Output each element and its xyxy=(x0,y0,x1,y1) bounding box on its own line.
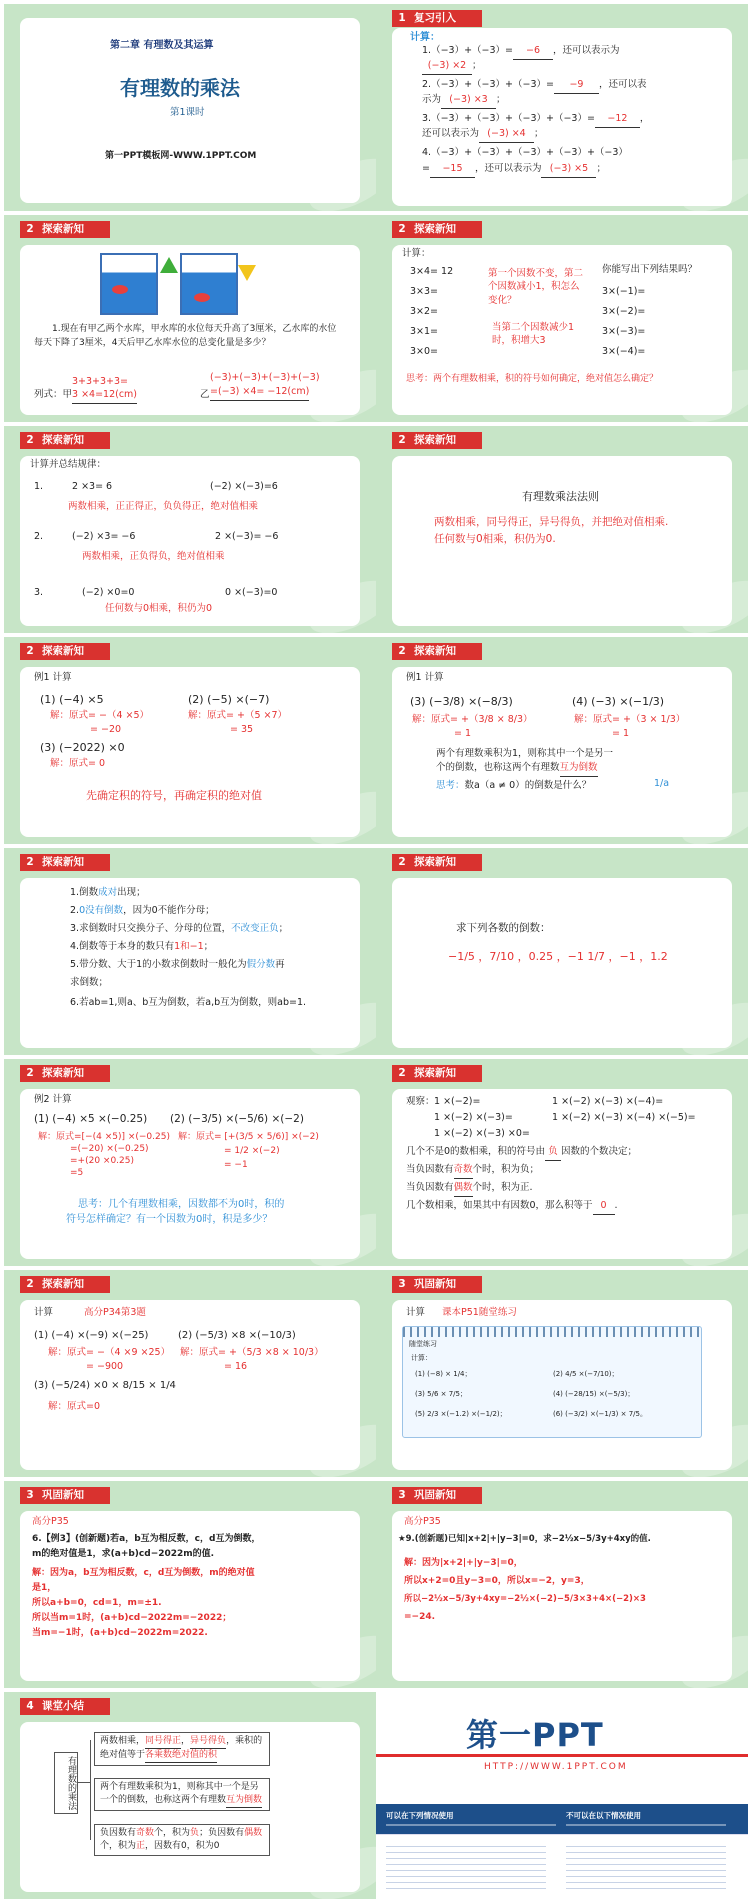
calc-label: 计算： xyxy=(410,32,440,43)
product-line: 1 ×(−2)= xyxy=(434,1096,481,1107)
slide-card xyxy=(392,667,732,837)
row-number: 3. xyxy=(34,587,44,598)
section-tag: 2 探索新知 xyxy=(20,854,110,871)
solution: 当m=−1时，(a+b)cd−2022m=2022. xyxy=(32,1628,208,1638)
definition: 两个有理数乘积为1，则称其中一个是另一 xyxy=(436,748,614,759)
section-tag: 2 探索新知 xyxy=(392,221,482,238)
solution: 所以−2½x−5/3y+4xy=−2½×(−2)−5/3×3+4×(−2)×3 xyxy=(404,1594,646,1604)
reference: 高分P35 xyxy=(32,1516,69,1527)
heading: 例1 计算 xyxy=(34,672,72,683)
rule-line: 几个数相乘，如果其中有因数0，那么积等于 0 . xyxy=(406,1199,618,1215)
link-list xyxy=(386,1841,546,1893)
note-3: 3.求倒数时只交换分子、分母的位置，不改变正负； xyxy=(70,923,289,934)
problem: (2) (−3/5) ×(−5/6) ×(−2) xyxy=(170,1113,304,1125)
solution: 解：原式= +（3/8 × 8/3） xyxy=(412,714,533,725)
rule-line: 几个不是0的数相乘，积的符号由 负 因数的个数决定； xyxy=(406,1145,637,1161)
think-question: 思考：数a（a ≠ 0）的倒数是什么？ xyxy=(436,780,592,791)
think-note: 思考：几个有理数相乘，因数都不为0时，积的 xyxy=(78,1199,285,1210)
question: 6.【例3】(创新题)若a，b互为相反数，c，d互为倒数， xyxy=(32,1534,261,1544)
link-list xyxy=(566,1841,726,1893)
slide-16-exercise-9[interactable] xyxy=(376,1481,748,1688)
slide-6-multiplication-rule[interactable] xyxy=(376,426,748,633)
row-number: 2. xyxy=(34,531,44,542)
slide-7-example-1a[interactable] xyxy=(4,637,376,844)
slide-13-exercise[interactable] xyxy=(4,1270,376,1477)
slide-card xyxy=(20,18,360,203)
rule-note: 两数相乘，正正得正，负负得正，绝对值相乘 xyxy=(68,501,259,512)
slide-18-brand[interactable] xyxy=(376,1692,748,1899)
solution: 所以a+b=0，cd=1，m=±1. xyxy=(32,1598,162,1608)
section-tag: 2 探索新知 xyxy=(392,854,482,871)
equation: (−2) ×3= −6 xyxy=(72,531,136,542)
problem-text: 1.现在有甲乙两个水库，甲水库的水位每天升高了3厘米，乙水库的水位每天下降了3厘米，4天后甲乙水库水位的总变化量是多少？ xyxy=(34,324,337,348)
slide-card xyxy=(20,1511,360,1681)
slide-card xyxy=(20,878,360,1048)
problem: (3) (−2022) ×0 xyxy=(40,741,125,754)
brand-logo: 第一PPT xyxy=(466,1716,604,1754)
lesson-label: 第1课时 xyxy=(170,107,205,118)
solution: =5 xyxy=(70,1168,84,1178)
think-note: 符号怎样确定？有一个因数为0时，积是多少？ xyxy=(66,1214,273,1225)
section-tag: 2 探索新知 xyxy=(392,643,482,660)
slide-3-reservoir[interactable] xyxy=(4,215,376,422)
slide-card xyxy=(392,1089,732,1259)
note-1: 1.倒数成对出现； xyxy=(70,887,146,898)
slide-5-rules[interactable] xyxy=(4,426,376,633)
heading: 例1 计算 xyxy=(406,672,444,683)
slide-17-summary[interactable] xyxy=(4,1692,376,1899)
slide-12-observe[interactable] xyxy=(376,1059,748,1266)
connector-line xyxy=(78,1782,90,1783)
review-line-4: 4.（−3）+（−3）+（−3）+（−3）+（−3） xyxy=(422,147,628,158)
tip: 先确定积的符号，再确定积的绝对值 xyxy=(86,789,262,802)
ask-label: 你能写出下列结果吗？ xyxy=(602,264,698,275)
slide-15-example-3[interactable] xyxy=(4,1481,376,1688)
rule-line: 当负因数有偶数个时，积为正. xyxy=(406,1181,533,1197)
logo-underline xyxy=(376,1754,748,1757)
think-note: 思考：两个有理数相乘，积的符号如何确定，绝对值怎么确定？ xyxy=(406,374,659,384)
practice-item: (2) 4/5 ×(−7/10)； xyxy=(553,1370,619,1378)
heading: 求下列各数的倒数： xyxy=(456,922,551,934)
rule-note: 两数相乘，正负得负，绝对值相乘 xyxy=(82,551,225,562)
calc-label: 计算： xyxy=(402,248,431,259)
practice-item: (4) (−28/15) ×(−5/3)； xyxy=(553,1390,635,1398)
solution: 解：原式= −（4 ×5） xyxy=(50,710,150,721)
section-tag: 2 探索新知 xyxy=(20,643,110,660)
practice-item: (1) (−8) × 1/4； xyxy=(415,1370,472,1378)
slide-card xyxy=(20,1089,360,1259)
section-tag: 2 探索新知 xyxy=(392,432,482,449)
site-label: 第一PPT模板网-WWW.1PPT.COM xyxy=(105,151,257,161)
notebook-title: 随堂练习 xyxy=(409,1340,437,1348)
solution: 解：因为|x+2|+|y−3|=0， xyxy=(404,1558,523,1568)
practice-item: (3) 5/6 × 7/5； xyxy=(415,1390,467,1398)
solution: =+(20 ×0.25) xyxy=(70,1156,134,1166)
question-note: 第一个因数不变，第二个因数减小1，积怎么变化？ xyxy=(488,268,584,306)
summary-box-1: 两数相乘，同号得正，异号得负，乘积的 绝对值等于各乘数绝对值的积 xyxy=(94,1732,270,1766)
section-tag: 2 探索新知 xyxy=(20,1276,110,1293)
solution: = −1 xyxy=(224,1160,248,1170)
notebook-panel xyxy=(402,1326,702,1438)
chapter-heading: 第二章 有理数及其运算 xyxy=(110,40,214,51)
link-list-area xyxy=(376,1834,748,1899)
solution: 解：原式= −（4 ×9 ×25） xyxy=(48,1347,171,1358)
solution: = 1/2 ×(−2) xyxy=(224,1146,280,1156)
observe-label: 观察： xyxy=(406,1096,435,1107)
slide-10-find-reciprocals[interactable] xyxy=(376,848,748,1055)
product-line: 3×4= 12 xyxy=(410,266,454,277)
slide-card xyxy=(392,456,732,626)
heading: 计算并总结规律： xyxy=(30,459,107,470)
number-list: −1/5 ，7/10 ，0.25 ，−1 1/7 ，−1 ，1.2 xyxy=(448,950,668,963)
summary-box-2: 两个有理数乘积为1，则称其中一个是另 一个的倒数，也称这两个有理数互为倒数 xyxy=(94,1778,270,1811)
practice-item: (6) (−3/2) ×(−1/3) × 7/5。 xyxy=(553,1410,647,1418)
solution: = −900 xyxy=(86,1361,124,1372)
product-line: 1 ×(−2) ×(−3) ×0= xyxy=(434,1128,530,1139)
slide-card xyxy=(392,878,732,1048)
arrow-up-icon xyxy=(160,257,178,273)
solution: = 16 xyxy=(224,1361,248,1372)
question: ★9.(创新题)已知|x+2|+|y−3|=0，求−2½x−5/3y+4xy的值. xyxy=(398,1534,651,1544)
definition: 个的倒数，也称这两个有理数互为倒数 xyxy=(436,761,598,777)
slide-card xyxy=(20,245,360,415)
solution: 是1， xyxy=(32,1583,57,1593)
section-tag: 2 探索新知 xyxy=(392,1065,482,1082)
can-use-heading: 可以在下列情况使用 xyxy=(386,1811,454,1820)
product-line: 3×2= xyxy=(410,306,439,317)
slide-11-example-2[interactable] xyxy=(4,1059,376,1266)
product-line: 3×(−4)= xyxy=(602,346,646,357)
row-number: 1. xyxy=(34,481,44,492)
slide-8-example-1b[interactable] xyxy=(376,637,748,844)
slide-card xyxy=(20,667,360,837)
connector-line xyxy=(90,1740,91,1840)
rule-line-1: 两数相乘，同号得正，异号得负，并把绝对值相乘. xyxy=(434,516,669,528)
problem: (2) (−5) ×(−7) xyxy=(188,693,270,706)
solution: 所以x+2=0且y−3=0，所以x=−2，y=3， xyxy=(404,1576,590,1586)
slide-2-review[interactable] xyxy=(376,4,748,211)
solution: = −20 xyxy=(90,724,122,735)
product-line: 3×0= xyxy=(410,346,439,357)
text-placeholder xyxy=(386,1824,556,1826)
slide-14-practice[interactable] xyxy=(376,1270,748,1477)
solution: 解：原式= [+(3/5 × 5/6)] ×(−2) xyxy=(178,1132,319,1142)
jia-expression: 3+3+3+3= xyxy=(72,376,129,387)
product-line: 3×(−2)= xyxy=(602,306,646,317)
product-line: 1 ×(−2) ×(−3) ×(−4) ×(−5)= xyxy=(552,1112,696,1123)
solution: 解：因为a，b互为相反数，c，d互为倒数，m的绝对值 xyxy=(32,1568,255,1578)
problem: (3) (−3/8) ×(−8/3) xyxy=(410,695,513,708)
solution: 解：原式=0 xyxy=(48,1401,101,1412)
note-5b: 求倒数； xyxy=(70,977,109,988)
section-tag: 3 巩固新知 xyxy=(392,1276,482,1293)
problem: (1) (−4) ×5 xyxy=(40,693,104,706)
equation: 2 ×3= 6 xyxy=(72,481,113,492)
note-4: 4.倒数等于本身的数只有1和−1； xyxy=(70,941,214,952)
product-line: 3×(−3)= xyxy=(602,326,646,337)
problem: (1) (−4) ×(−9) ×(−25) xyxy=(34,1330,149,1341)
solution: 解：原式= +（3 × 1/3） xyxy=(574,714,686,725)
arrow-down-icon xyxy=(238,265,256,281)
solution: 解：原式=[−(4 ×5)] ×(−0.25) xyxy=(38,1132,170,1142)
rule-line: 当负因数有奇数个时，积为负； xyxy=(406,1163,539,1179)
section-tag: 4 课堂小结 xyxy=(20,1698,110,1715)
review-line-4b: = −15 ，还可以表示为 (−3) ×5 ； xyxy=(422,162,606,178)
slide-card xyxy=(20,1722,360,1892)
problem: (2) (−5/3) ×8 ×(−10/3) xyxy=(178,1330,296,1341)
answer: 1/a xyxy=(654,778,670,789)
slide-card xyxy=(392,28,732,206)
solution: = 35 xyxy=(230,724,254,735)
note-5: 5.带分数、大于1的小数求倒数时一般化为假分数再 xyxy=(70,959,285,970)
cannot-use-heading: 不可以在以下情况使用 xyxy=(566,1811,641,1820)
reference: 课本P51随堂练习 xyxy=(442,1307,517,1318)
solution: 解：原式= 0 xyxy=(50,758,106,769)
product-line: 3×1= xyxy=(410,326,439,337)
problem: (3) (−5/24) ×0 × 8/15 × 1/4 xyxy=(34,1380,176,1391)
rule-title: 有理数乘法法则 xyxy=(522,490,599,503)
reservoir-yi-illustration xyxy=(180,253,238,315)
solution: 解：原式= +（5 ×7） xyxy=(188,710,288,721)
slide-1-title[interactable] xyxy=(4,4,376,211)
section-tag: 2 探索新知 xyxy=(20,432,110,449)
slide-9-reciprocal-notes[interactable] xyxy=(4,848,376,1055)
rule-note: 任何数与0相乘，积仍为0 xyxy=(105,603,213,614)
section-tag: 2 探索新知 xyxy=(20,1065,110,1082)
yi-result: =(−3) ×4= −12(cm) xyxy=(210,385,309,401)
text-placeholder xyxy=(566,1824,726,1826)
section-tag: 3 巩固新知 xyxy=(392,1487,482,1504)
equation: (−2) ×(−3)=6 xyxy=(210,481,278,492)
section-tag: 3 巩固新知 xyxy=(20,1487,110,1504)
jia-result: 3 ×4=12(cm) xyxy=(72,388,137,404)
slide-title: 有理数的乘法 xyxy=(120,76,240,100)
summary-center-box: 有理数的乘法 xyxy=(54,1752,78,1814)
solution: 所以当m=1时，(a+b)cd−2022m=−2022； xyxy=(32,1613,232,1623)
solution: =−24. xyxy=(404,1612,436,1622)
problem: (4) (−3) ×(−1/3) xyxy=(572,695,665,708)
review-line-3b: 还可以表示为 (−3) ×4 ； xyxy=(422,127,544,143)
calc-label: 计算 xyxy=(34,1307,54,1318)
review-line-3: 3.（−3）+（−3）+（−3）+（−3）= −12 ， xyxy=(422,112,649,128)
binding-rings xyxy=(403,1327,703,1337)
slide-card xyxy=(392,1511,732,1681)
slide-card xyxy=(20,1300,360,1470)
equation: 2 ×(−3)= −6 xyxy=(215,531,279,542)
equation: (−2) ×0=0 xyxy=(82,587,135,598)
review-line-1b: (−3) ×2 ； xyxy=(422,59,482,75)
brand-url: HTTP://WWW.1PPT.COM xyxy=(484,1762,628,1772)
reference: 高分P35 xyxy=(404,1516,441,1527)
product-line: 1 ×(−2) ×(−3)= xyxy=(434,1112,513,1123)
solution: = 1 xyxy=(454,728,472,739)
summary-box-3: 负因数有奇数个，积为负；负因数有偶数个，积为正，因数有0，积为0 xyxy=(94,1824,270,1856)
note-6: 6.若ab=1,则a、b互为倒数，若a,b互为倒数，则ab=1. xyxy=(70,997,307,1008)
answer-note: 当第二个因数减少1时，积增大3 xyxy=(492,322,575,347)
reservoir-jia-illustration xyxy=(100,253,158,315)
reference: 高分P34第3题 xyxy=(84,1307,146,1318)
yi-expression: (−3)+(−3)+(−3)+(−3) xyxy=(210,372,320,383)
product-line: 3×(−1)= xyxy=(602,286,646,297)
product-line: 3×3= xyxy=(410,286,439,297)
problem: (1) (−4) ×5 ×(−0.25) xyxy=(34,1113,148,1125)
review-line-2b: 示为 (−3) ×3 ； xyxy=(422,93,506,109)
review-line-1: 1.（−3）+（−3）= −6 ，还可以表示为 xyxy=(422,44,620,60)
jia-label: 列式：甲 xyxy=(34,389,73,400)
solution: =(−20) ×(−0.25) xyxy=(70,1144,149,1154)
calc-label: 计算 xyxy=(406,1307,426,1318)
heading: 例2 计算 xyxy=(34,1094,72,1105)
yi-label: 乙 xyxy=(200,389,210,400)
product-line: 1 ×(−2) ×(−3) ×(−4)= xyxy=(552,1096,664,1107)
section-tag: 2 探索新知 xyxy=(20,221,110,238)
rule-line-2: 任何数与0相乘，积仍为0. xyxy=(434,533,556,545)
equation: 0 ×(−3)=0 xyxy=(225,587,278,598)
notebook-calc: 计算： xyxy=(411,1354,432,1362)
solution: 解：原式= +（5/3 ×8 × 10/3） xyxy=(180,1347,324,1358)
slide-card xyxy=(392,245,732,415)
slide-card xyxy=(392,1300,732,1470)
slide-4-pattern[interactable] xyxy=(376,215,748,422)
note-2: 2.0没有倒数，因为0不能作分母； xyxy=(70,905,215,916)
review-line-2: 2.（−3）+（−3）+（−3）= −9 ，还可以表 xyxy=(422,78,646,94)
section-tag: 1 复习引入 xyxy=(392,10,482,27)
solution: = 1 xyxy=(612,728,630,739)
practice-item: (5) 2/3 ×(−1.2) ×(−1/2)； xyxy=(415,1410,507,1418)
slide-card xyxy=(20,456,360,626)
question: m的绝对值是1，求(a+b)cd−2022m的值. xyxy=(32,1549,215,1559)
